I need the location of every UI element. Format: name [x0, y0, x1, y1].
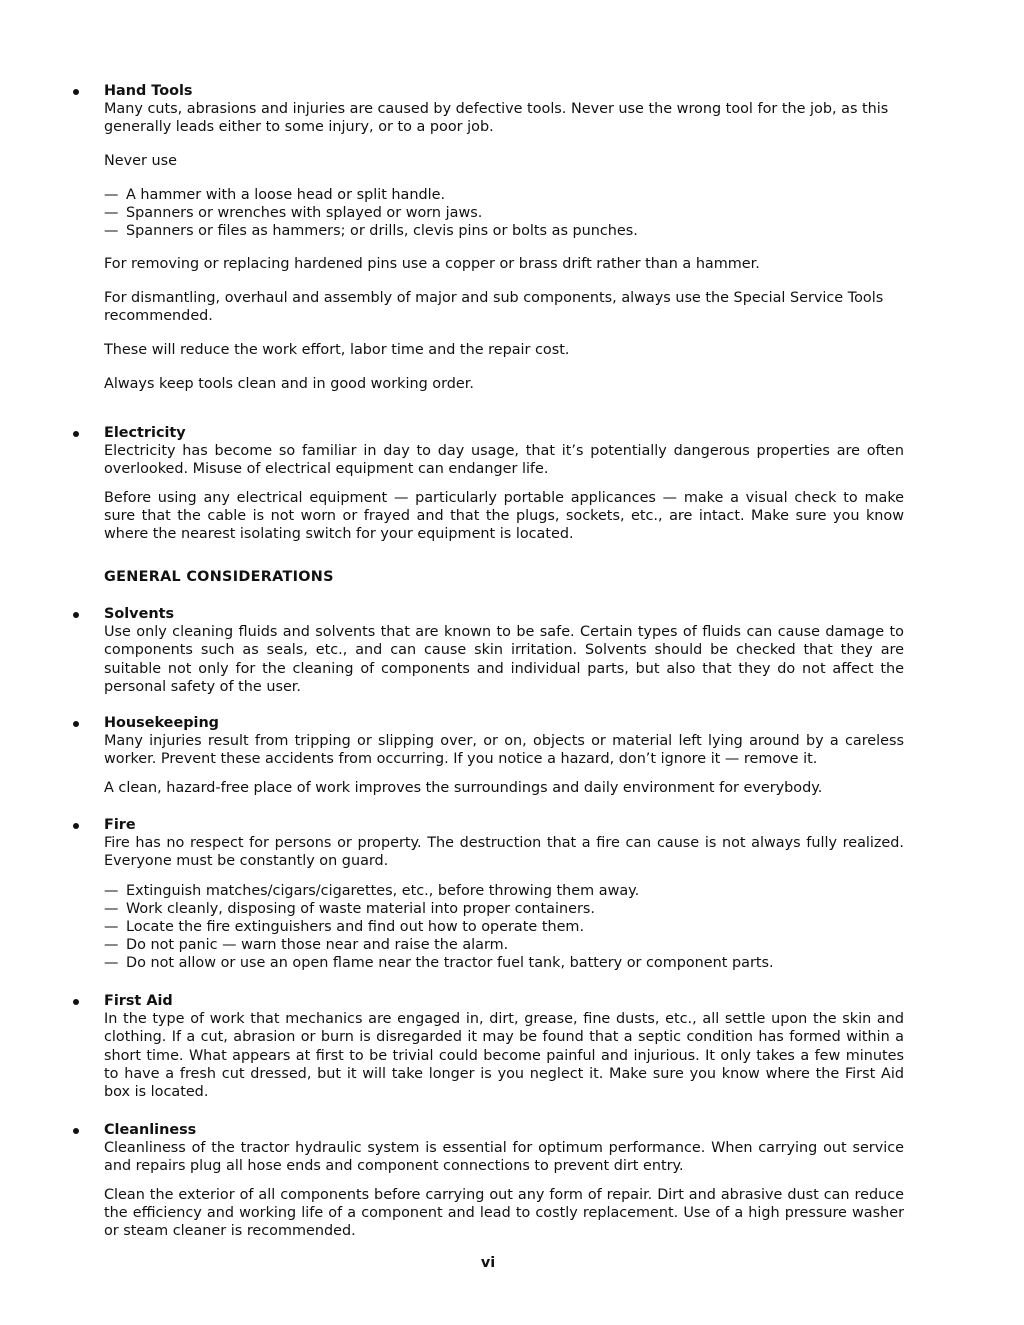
paragraph: Many cuts, abrasions and injuries are caused by defective tools. Never use the wrong tool for the job, as this generally leads either to some injury, or to a poor job.	[104, 101, 889, 136]
dash-marker: —	[104, 882, 119, 899]
paragraph: Many injuries result from tripping or slipping over, or on, objects or material left lying around by a careless worker. Prevent these accidents from occurring. If you notice a hazard, don’t ignore it — remove it.	[104, 733, 904, 768]
list-item: — Extinguish matches/cigars/cigarettes, etc., before throwing them away.	[104, 882, 640, 899]
section-fire	[104, 816, 904, 973]
list-item: — Locate the fire extinguishers and find out how to operate them.	[104, 919, 585, 936]
list-item: — Spanners or wrenches with splayed or worn jaws.	[104, 205, 483, 222]
section-electricity	[104, 424, 904, 543]
paragraph: Never use	[104, 152, 177, 169]
dash-marker: —	[104, 955, 119, 972]
dash-marker: —	[104, 186, 119, 203]
list-item: — Work cleanly, disposing of waste material into proper containers.	[104, 900, 595, 917]
paragraph: Cleanliness of the tractor hydraulic system is essential for optimum performance. When carrying out service and repairs plug all hose ends and component connections to prevent dirt entry.	[104, 1140, 904, 1175]
paragraph: Fire has no respect for persons or property. The destruction that a fire can cause is not always fully realized. Everyone must be constantly on guard.	[104, 835, 904, 870]
paragraph: For removing or replacing hardened pins use a copper or brass drift rather than a hammer.	[104, 256, 760, 273]
dash-marker: —	[104, 900, 119, 917]
section-heading: Fire	[104, 817, 136, 833]
dash-list	[104, 882, 904, 973]
section-solvents	[104, 605, 904, 696]
paragraph: Clean the exterior of all components before carrying out any form of repair. Dirt and abrasive dust can reduce the efficiency and working life of a component and lead to costly replacement. Use of a high pressure washer or steam cleaner is recommended.	[104, 1186, 904, 1240]
bullet-icon	[73, 612, 79, 618]
list-item: — Do not panic — warn those near and raise the alarm.	[104, 937, 509, 954]
dash-marker: —	[104, 223, 119, 240]
dash-marker: —	[104, 937, 119, 954]
section-hand-tools	[104, 82, 904, 393]
bullet-icon	[73, 431, 79, 437]
section-heading: Solvents	[104, 606, 175, 622]
general-considerations-heading: GENERAL CONSIDERATIONS	[104, 569, 334, 585]
paragraph: For dismantling, overhaul and assembly of major and sub components, always use the Special Service Tools recommended.	[104, 289, 884, 324]
bullet-icon	[73, 823, 79, 829]
bullet-icon	[73, 89, 79, 95]
paragraph: Before using any electrical equipment — particularly portable applicances — make a visual check to make sure that the cable is not worn or frayed and that the plugs, sockets, etc., are intact. Make sure you know where the nearest isolating switch for your equipment is located.	[104, 489, 904, 543]
paragraph: Always keep tools clean and in good working order.	[104, 376, 474, 393]
section-housekeeping	[104, 714, 904, 797]
section-first-aid	[104, 992, 904, 1101]
bullet-icon	[73, 999, 79, 1005]
list-item: — Do not allow or use an open flame near the tractor fuel tank, battery or component parts.	[104, 955, 774, 972]
section-heading: Electricity	[104, 425, 186, 441]
list-item: — A hammer with a loose head or split handle.	[104, 186, 446, 203]
dash-list	[104, 186, 904, 241]
section-heading: First Aid	[104, 993, 173, 1009]
dash-marker: —	[104, 919, 119, 936]
section-heading: Cleanliness	[104, 1122, 197, 1138]
bullet-icon	[73, 1128, 79, 1134]
list-item: — Spanners or files as hammers; or drills, clevis pins or bolts as punches.	[104, 223, 638, 240]
paragraph: These will reduce the work effort, labor time and the repair cost.	[104, 342, 570, 359]
section-heading: Housekeeping	[104, 715, 219, 731]
paragraph: Use only cleaning fluids and solvents that are known to be safe. Certain types of fluids can cause damage to components such as seals, etc., and can cause skin irritation. Solvents should be checked that they are suitable not only for the cleaning of components and individual parts, but also that they do not affect the personal safety of the user.	[104, 624, 904, 695]
section-heading: Hand Tools	[104, 83, 193, 99]
page-number: vi	[480, 1255, 496, 1271]
paragraph: A clean, hazard-free place of work improves the surroundings and daily environment for everybody.	[104, 779, 823, 796]
paragraph: In the type of work that mechanics are engaged in, dirt, grease, fine dusts, etc., all settle upon the skin and clothing. If a cut, abrasion or burn is disregarded it may be found that a septic condition has formed within a short time. What appears at first to be trivial could become painful and injurious. It only takes a few minutes to have a fresh cut dressed, but it will take longer is you neglect it. Make sure you know where the First Aid box is located.	[104, 1011, 904, 1101]
paragraph: Electricity has become so familiar in day to day usage, that it’s potentially dangerous properties are often overlooked. Misuse of electrical equipment can endanger life.	[104, 443, 904, 478]
bullet-icon	[73, 721, 79, 727]
section-cleanliness	[104, 1121, 904, 1240]
dash-marker: —	[104, 205, 119, 222]
